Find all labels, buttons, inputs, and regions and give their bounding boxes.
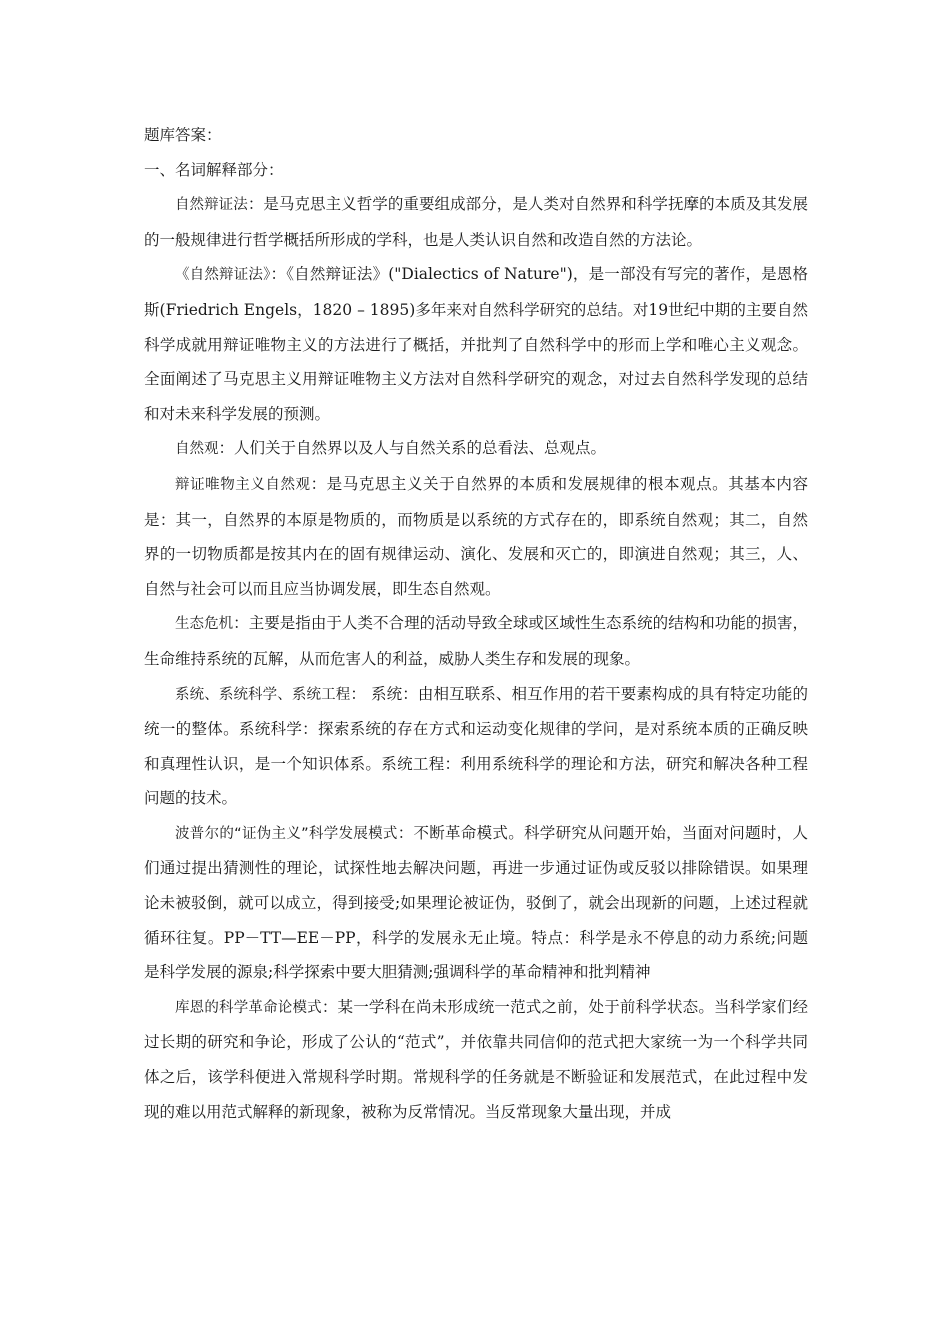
entry-definition: ：是马克思主义关于自然界的本质和发展规律的根本观点。其基本内容是：其一，自然界的本原是物质的，而物质是以系统的方式存在的，即系统自然观；其二，自然界的一切物质都是按其内在的固有规律运动、演化、发展和灭亡的，即演进自然观；其三，人、自然与社会可以而且应当协调发展，即生态自然观。 (144, 474, 808, 598)
section-title: 一、名词解释部分： (144, 160, 284, 179)
entry-ecological-crisis (144, 606, 808, 676)
entry-term: 库恩的科学革命论模式 (175, 999, 322, 1016)
entry-term: 自然观 (175, 441, 219, 458)
entry-definition: ：某一学科在尚未形成统一范式之前，处于前科学状态。当科学家们经过长期的研究和争论，形成了公认的“范式”，并依靠共同信仰的范式把大家统一为一个科学共同体之后，该学科便进入常规科学时期。常规科学的任务就是不断验证和发展范式，在此过程中发现的难以用范式解释的新现象，被称为反常情况。当反常现象大量出现，并成 (144, 997, 808, 1121)
entry-definition: ：《自然辩证法》("Dialectics of Nature")，是一部没有写完的著作，是恩格斯(Friedrich Engels，1820 – 1895)多年来对自然科学研究的总结。对19世纪中期的主要自然科学成就用辩证唯物主义的方法进行了概括，并批判了自然科学中的形而上学和唯心主义观念。全面阐述了马克思主义用辩证唯物主义方法对自然科学研究的观念，对过去自然科学发现的总结和对未来科学发展的预测。 (144, 265, 808, 423)
entry-definition: ：是马克思主义哲学的重要组成部分，是人类对自然界和科学抚摩的本质及其发展的一般规律进行哲学概括所形成的学科，也是人类认识自然和改造自然的方法论。 (144, 195, 808, 249)
entry-definition: ：主要是指由于人类不合理的活动导致全球或区域性生态系统的结构和功能的损害，生命维持系统的瓦解，从而危害人的利益，威胁人类生存和发展的现象。 (144, 614, 808, 668)
entry-term: 辩证唯物主义自然观 (175, 476, 311, 493)
document-heading: 题库答案： (144, 126, 222, 144)
entry-term: 系统、系统科学、系统工程 (175, 686, 351, 703)
entry-view-of-nature (144, 431, 808, 467)
document-body (144, 118, 808, 1129)
entry-systems (144, 677, 808, 816)
entry-term: 生态危机 (175, 616, 234, 633)
entry-definition: ： 系统：由相互联系、相互作用的若干要素构成的具有特定功能的统一的整体。系统科学：探索系统的存在方式和运动变化规律的学问，是对系统本质的正确反映和真理性认识，是一个知识体系。系统工程：利用系统科学的理论和方法，研究和解决各种工程问题的技术。 (144, 684, 809, 808)
entry-popper-falsificationism (144, 816, 808, 990)
entry-definition: ：人们关于自然界以及人与自然关系的总看法、总观点。 (218, 439, 607, 458)
entry-dialectical-materialist-view (144, 467, 808, 606)
entry-term: 《自然辩证法》 (175, 267, 271, 284)
entry-kuhn-scientific-revolution (144, 990, 808, 1129)
entry-dialectics-of-nature-book (144, 257, 808, 431)
entry-term: 自然辩证法 (175, 197, 248, 214)
entry-dialectics-of-nature (144, 187, 808, 257)
entry-term: 波普尔的“证伪主义”科学发展模式 (175, 825, 398, 842)
entry-definition: ：不断革命模式。科学研究从问题开始，当面对问题时，人们通过提出猜测性的理论，试探性地去解决问题，再进一步通过证伪或反驳以排除错误。如果理论未被驳倒，就可以成立，得到接受;如果理论被证伪，驳倒了，就会出现新的问题，上述过程就循环往复。PP－TT—EE－PP，科学的发展永无止境。特点：科学是永不停息的动力系统;问题是科学发展的源泉;科学探索中要大胆猜测;强调科学的革命精神和批判精神 (144, 823, 808, 982)
